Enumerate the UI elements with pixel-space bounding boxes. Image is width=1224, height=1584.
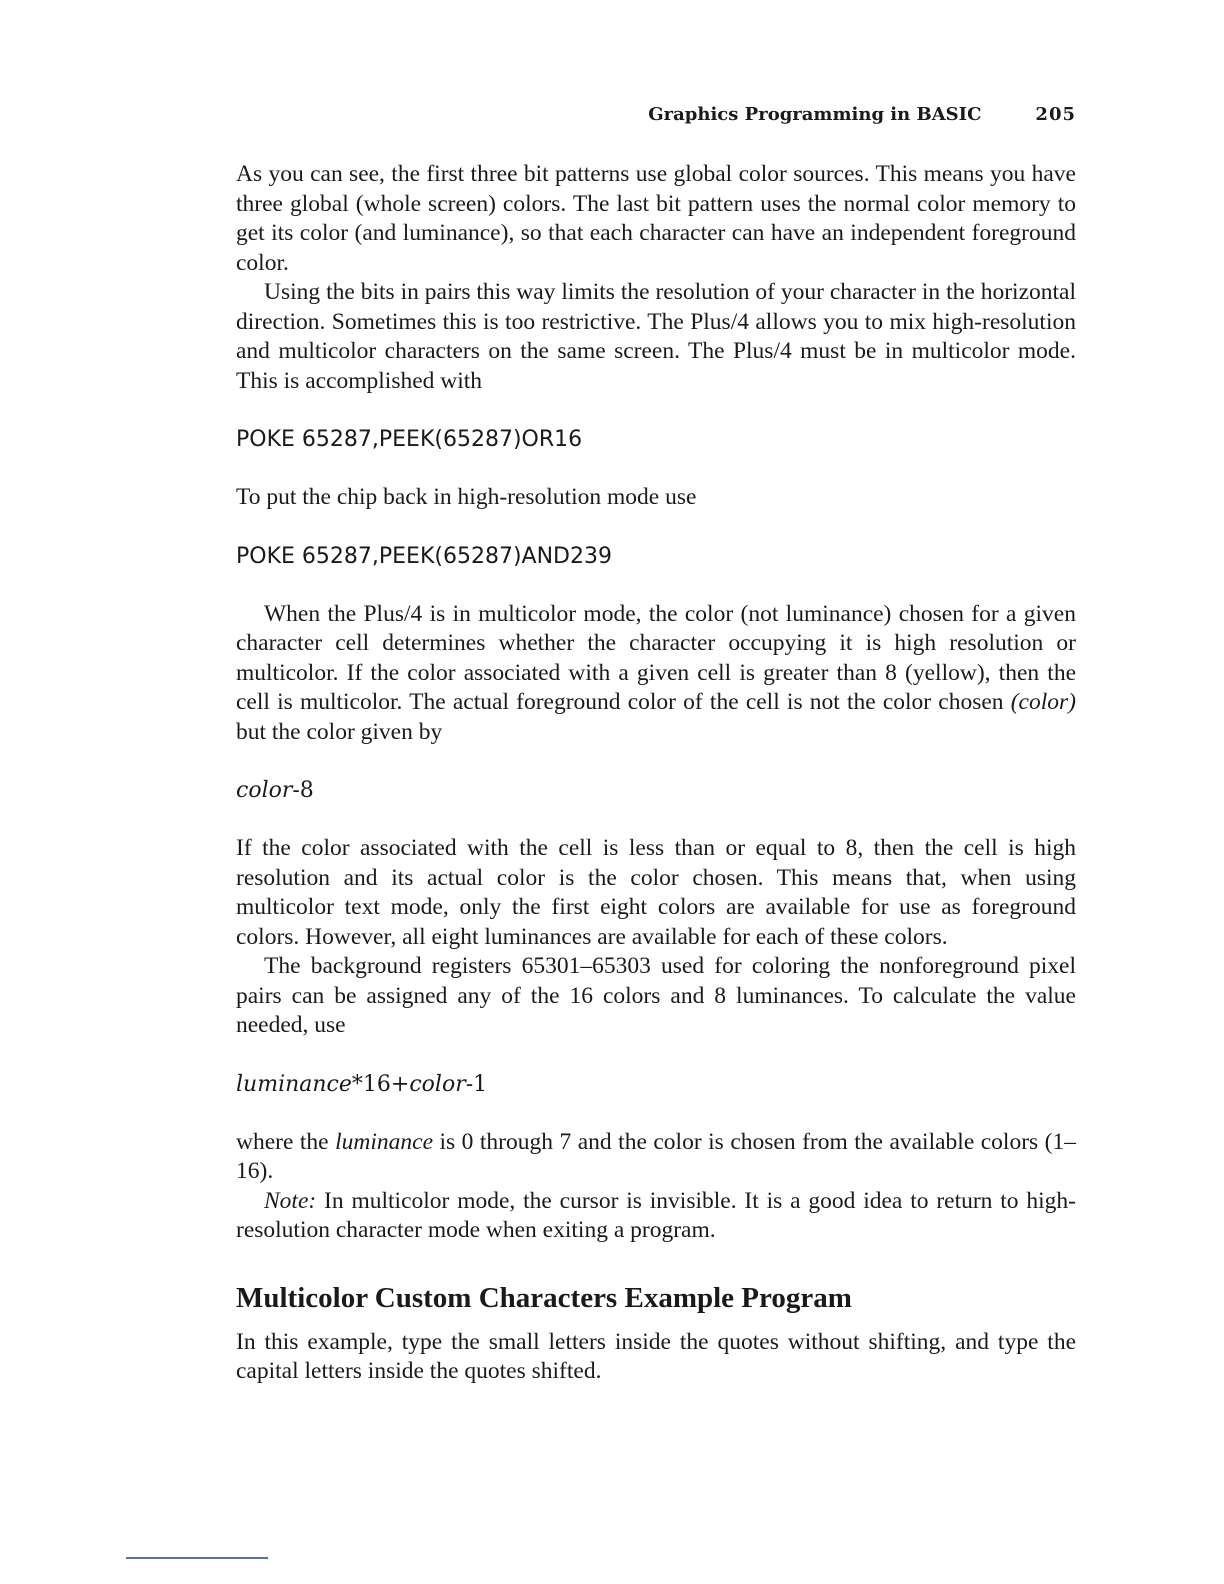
- code-luminance-formula: [236, 1070, 1076, 1099]
- document-page: [236, 104, 1076, 1387]
- paragraph-multicolor-mode: [236, 600, 1076, 748]
- p4-text-1: When the Plus/4 is in multicolor mode, the color (not luminance) chosen for a given character cell determines whether the character occupying it is high resolution or multicolor. If the color associated with a given cell is greater than 8 (yellow), then the cell is multicolor. The actual foreground color of the cell is not the color chosen: [236, 600, 1076, 715]
- code-multicolor-on: POKE 65287,PEEK(65287)OR16: [236, 427, 583, 452]
- note-label: Note:: [264, 1187, 317, 1214]
- paragraph-global-colors: As you can see, the first three bit patterns use global color sources. This means you have three global (whole screen) colors. The last bit pattern uses the normal color memory to get its color (and luminance), so that each character can have an independent foreground color.: [236, 161, 1076, 276]
- p7-text-2: is 0 through 7 and the color is chosen from the available colors (1–16).: [236, 1128, 1076, 1184]
- running-head: [236, 104, 1076, 134]
- section-heading: Multicolor Custom Characters Example Program: [236, 1281, 852, 1314]
- paragraph-background-registers: The background registers 65301–65303 used for coloring the nonforeground pixel pairs can be assigned any of the 16 colors and 8 luminances. To calculate the value needed, use: [236, 953, 1076, 1038]
- running-head-title: Graphics Programming in BASIC: [648, 104, 982, 125]
- code4-color: color: [409, 1071, 466, 1097]
- paragraph-high-resolution-cells: If the color associated with the cell is less than or equal to 8, then the cell is high resolution and its actual color is the color chosen. This means that, when using multicolor text mode, only the first eight colors are available for use as foreground colors. However, all eight luminances are available for each of these colors.: [236, 835, 1076, 950]
- footer-rule: [126, 1557, 268, 1559]
- note-text: In multicolor mode, the cursor is invisible. It is a good idea to return to high-resolution character mode when exiting a program.: [236, 1187, 1076, 1243]
- paragraph-luminance-range: [236, 1128, 1076, 1187]
- code4-op: *16+: [351, 1071, 410, 1097]
- paragraph-example-instructions: In this example, type the small letters inside the quotes without shifting, and type the capital letters inside the quotes shifted.: [236, 1328, 1076, 1384]
- code-multicolor-off: POKE 65287,PEEK(65287)AND239: [236, 543, 612, 569]
- code3-italic: color: [236, 778, 293, 803]
- paragraph-high-res-mode: To put the chip back in high-resolution mode use: [236, 484, 697, 510]
- code3-rest: -8: [292, 778, 314, 803]
- p4-emphasis-color: (color): [1010, 689, 1076, 715]
- paragraph-bits-in-pairs: Using the bits in pairs this way limits the resolution of your character in the horizontal direction. Sometimes this is too restrictive. The Plus/4 allows you to mix high-resolution and multicolor characters on the same screen. The Plus/4 must be in multicolor mode. This is accomplished with: [236, 279, 1076, 394]
- paragraph-note: [236, 1187, 1076, 1246]
- code4-minus: -1: [465, 1071, 488, 1097]
- page-number: 205: [1035, 104, 1076, 125]
- code-color-minus-8: [236, 776, 1076, 805]
- p4-text-2: but the color given by: [236, 718, 443, 745]
- p7-text-1: where the: [236, 1128, 336, 1155]
- code4-luminance: luminance: [236, 1071, 352, 1097]
- p7-emphasis-luminance: luminance: [335, 1128, 433, 1155]
